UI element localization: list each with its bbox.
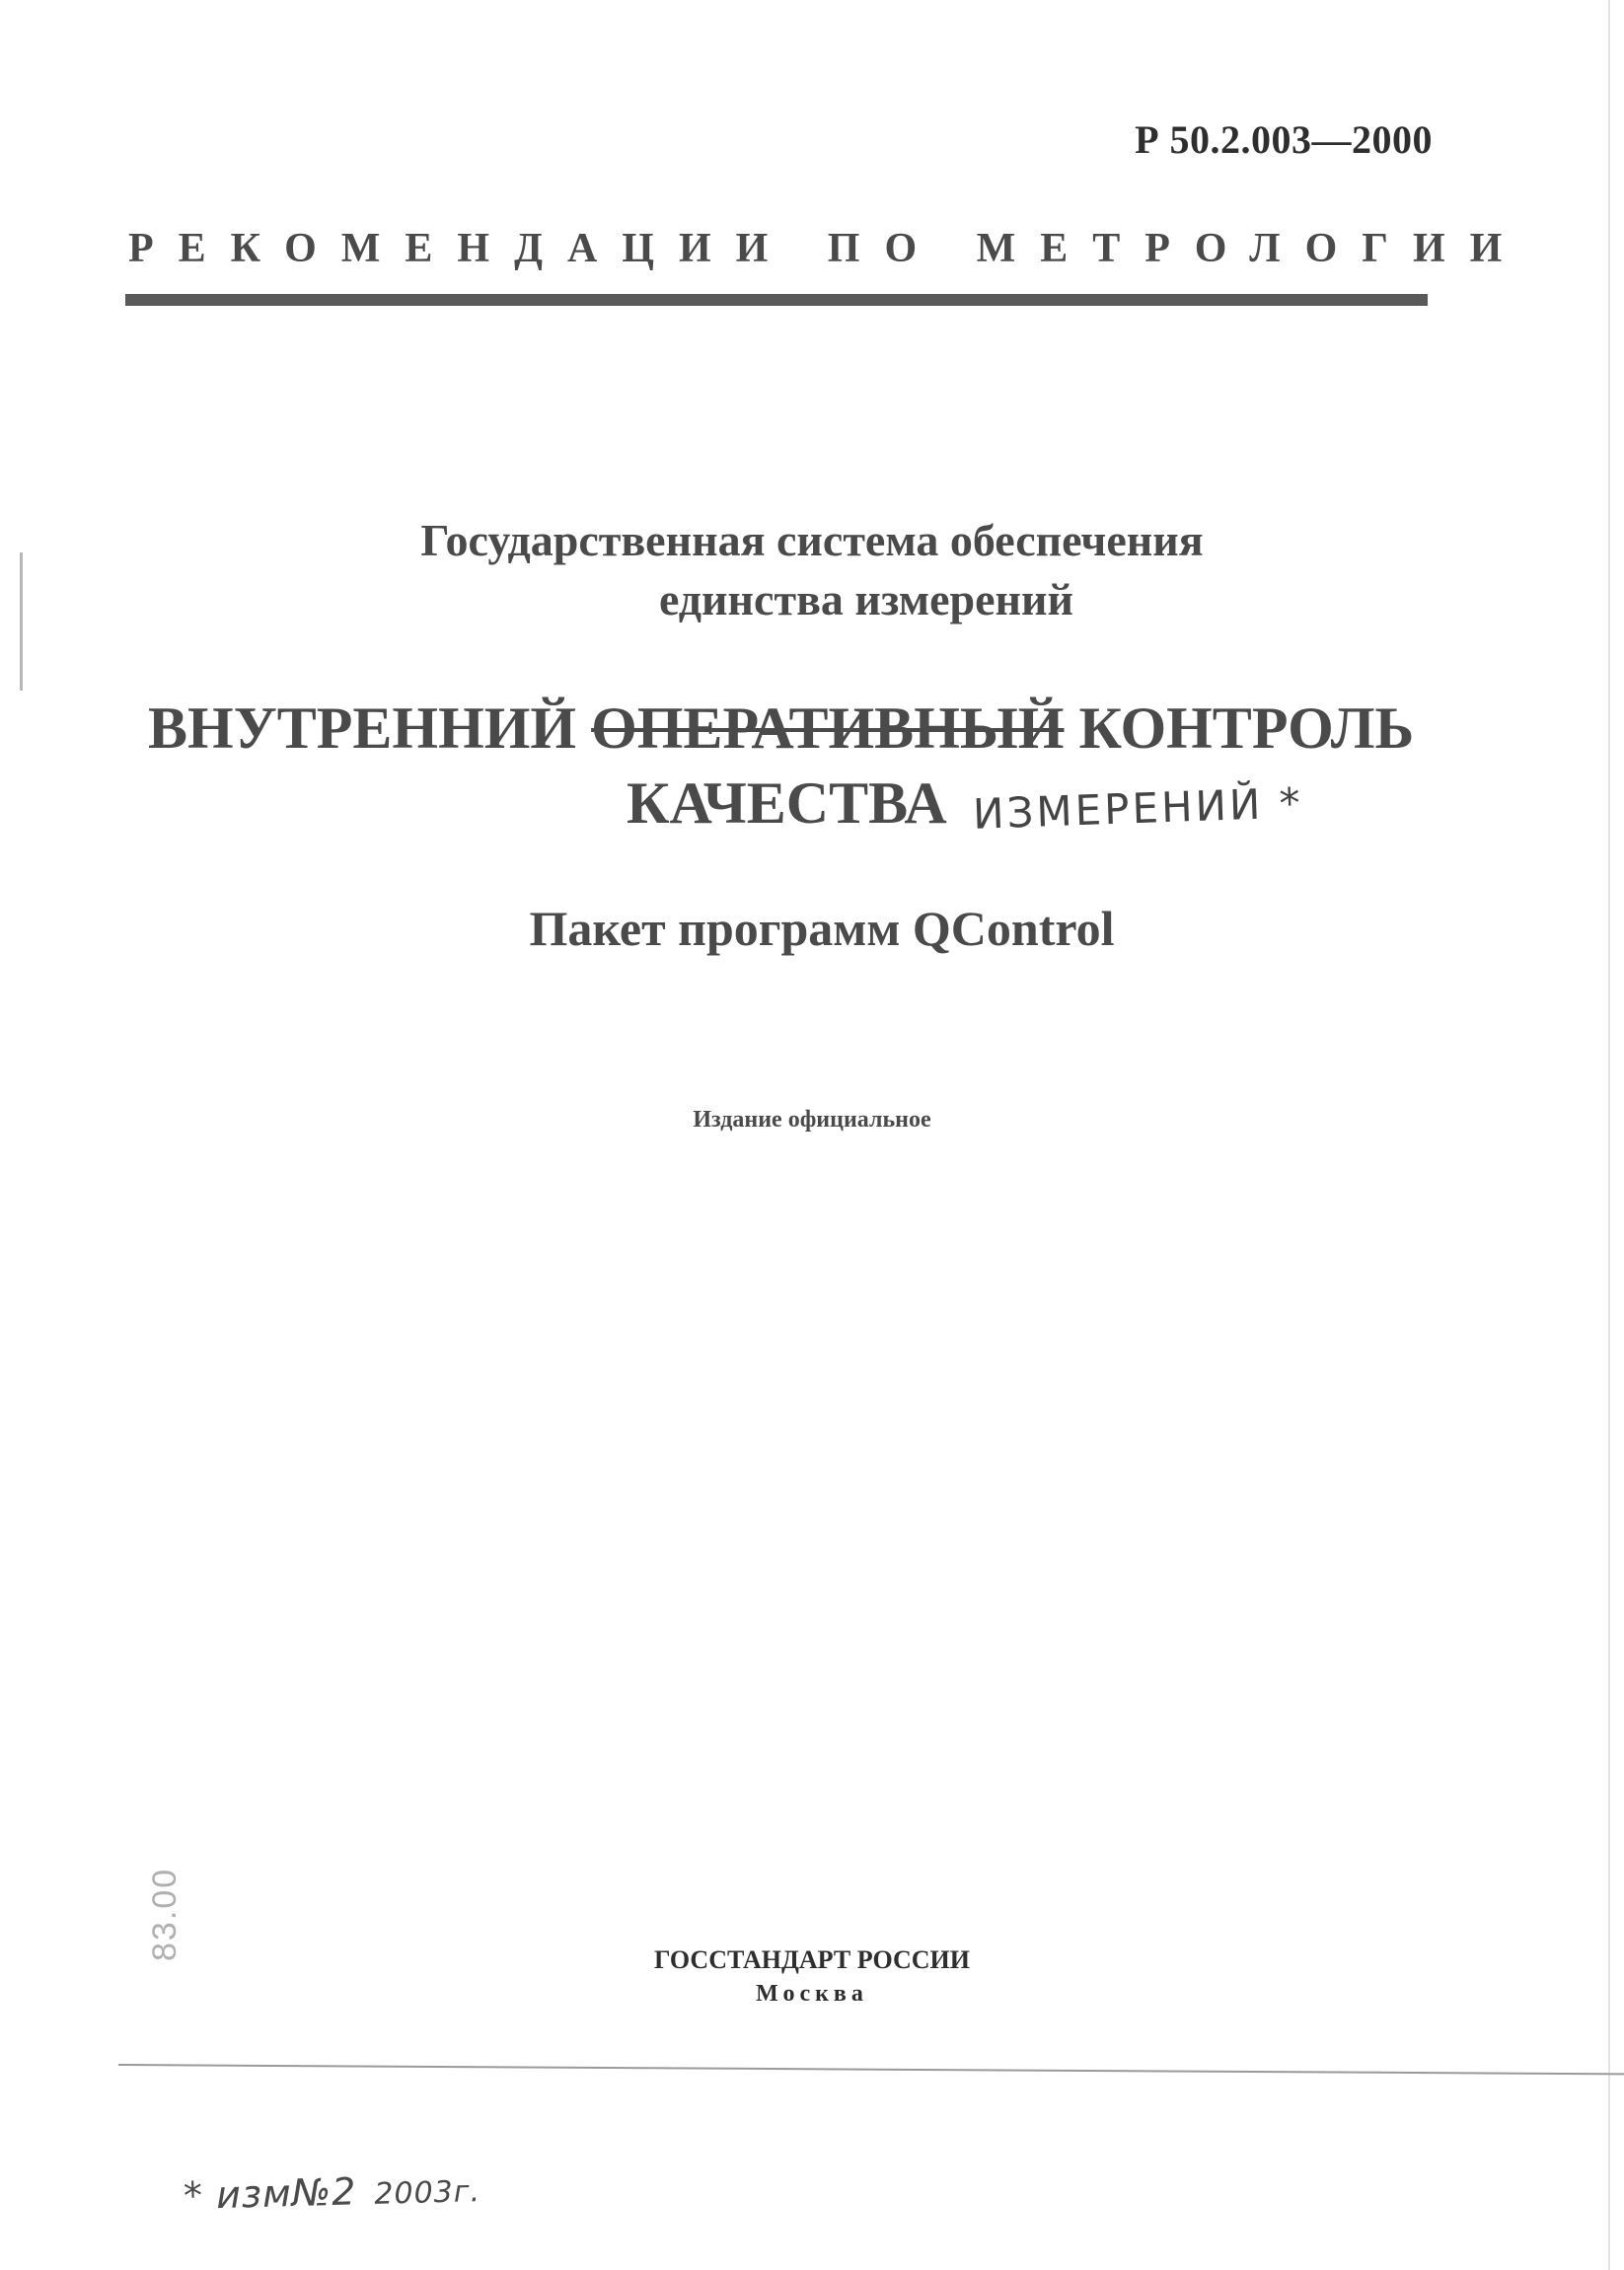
main-title-word-quality: КАЧЕСТВА — [627, 770, 947, 836]
margin-stamp: 83.00 — [146, 1867, 184, 1961]
main-title-struck-word: ОПЕРАТИВНЫЙ — [591, 696, 1065, 761]
handwritten-amendment-date: 2003г. — [373, 2174, 481, 2212]
publisher-city: Москва — [756, 1981, 868, 2007]
system-title — [0, 511, 1624, 629]
edition-label: Издание официальное — [693, 1107, 931, 1133]
main-title-word-control: КОНТРОЛЬ — [1078, 696, 1415, 761]
handwritten-amendment-text: * изм№2 — [183, 2169, 357, 2218]
document-number: Р 50.2.003—2000 — [1135, 117, 1433, 162]
publisher-block — [0, 1943, 1624, 2011]
publisher-name: ГОССТАНДАРТ РОССИИ — [653, 1945, 970, 1974]
system-title-line1: Государственная система обеспечения — [420, 515, 1204, 565]
header-rule — [125, 294, 1428, 306]
handwritten-insert: ИЗМЕРЕНИЙ * — [971, 778, 1304, 839]
document-subtitle: Пакет программ QControl — [529, 901, 1115, 956]
series-title: РЕКОМЕНДАЦИИ ПО МЕТРОЛОГИИ — [128, 226, 1527, 271]
main-title-line2 — [148, 766, 1414, 846]
scan-bottom-line — [118, 2064, 1624, 2075]
main-title — [148, 691, 1414, 846]
scan-edge-artifact-right — [1608, 0, 1610, 2270]
handwritten-amendment-note — [183, 2166, 480, 2218]
main-title-word-internal: ВНУТРЕННИЙ — [148, 696, 577, 761]
system-title-line2: единства измерений — [658, 574, 1074, 624]
